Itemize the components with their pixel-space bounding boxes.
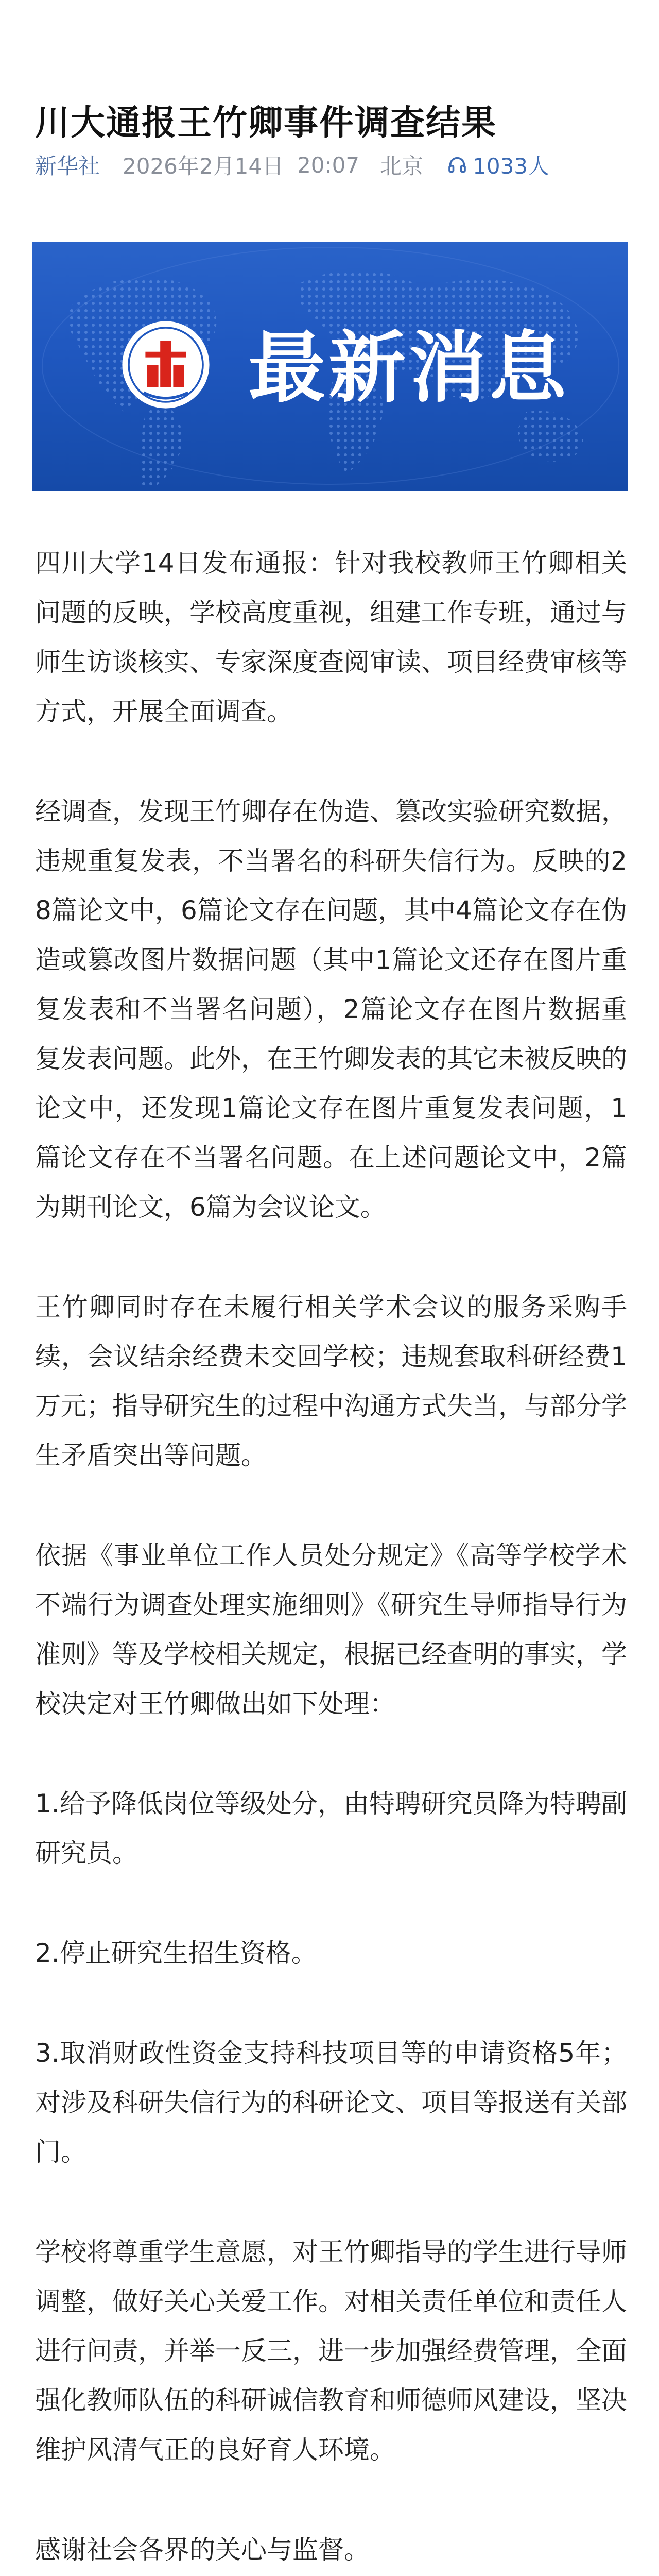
article-source[interactable]: 新华社	[35, 154, 100, 179]
paragraph-follow-up: 学校将尊重学生意愿，对王竹卿指导的学生进行导师调整，做好关心关爱工作。对相关责任单位和责任人进行问责，并举一反三，进一步加强经费管理，全面强化教师队伍的科研诚信教育和师德师风建设，坚决维护风清气正的良好育人环境。	[35, 2237, 627, 2465]
banner-headline: 最新消息	[248, 324, 570, 413]
paragraph-penalty-3: 3.取消财政性资金支持科技项目等的申请资格5年；对涉及科研失信行为的科研论文、项目等报送有关部门。	[35, 2038, 628, 2167]
article-meta	[35, 147, 549, 183]
listen-count: 1033人	[473, 154, 550, 179]
news-banner-image	[32, 242, 628, 491]
publish-date: 2026年2月14日	[123, 154, 284, 179]
paragraph-intro: 四川大学14日发布通报：针对我校教师王竹卿相关问题的反映，学校高度重视，组建工作专班，通过与师生访谈核实、专家深度查阅审读、项目经费审核等方式，开展全面调查。	[35, 548, 627, 726]
article-body	[35, 538, 627, 2576]
article-title: 川大通报王竹卿事件调查结果	[35, 102, 497, 143]
paragraph-decision-basis: 依据《事业单位工作人员处分规定》《高等学校学术不端行为调查处理实施细则》《研究生导师指导行为准则》等及学校相关规定，根据已经查明的事实，学校决定对王竹卿做出如下处理：	[35, 1540, 627, 1719]
headphones-icon	[447, 155, 467, 175]
paragraph-other-issues: 王竹卿同时存在未履行相关学术会议的服务采购手续，会议结余经费未交回学校；违规套取科研经费1万元；指导研究生的过程中沟通方式失当，与部分学生矛盾突出等问题。	[35, 1292, 627, 1470]
publish-time: 20:07	[297, 152, 360, 178]
paragraph-findings: 经调查，发现王竹卿存在伪造、篡改实验研究数据，违规重复发表，不当署名的科研失信行为。反映的28篇论文中，6篇论文存在问题，其中4篇论文存在伪造或篡改图片数据问题（其中1篇论文还存在图片重复发表和不当署名问题），2篇论文存在图片数据重复发表问题。此外，在王竹卿发表的其它未被反映的论文中，还发现1篇论文存在图片重复发表问题，1篇论文存在不当署名问题。在上述问题论文中，2篇为期刊论文，6篇为会议论文。	[35, 796, 627, 1222]
paragraph-thanks: 感谢社会各界的关心与监督。	[35, 2535, 370, 2565]
paragraph-penalty-2: 2.停止研究生招生资格。	[35, 1938, 317, 1968]
publish-place: 北京	[380, 154, 424, 179]
paragraph-penalty-1: 1.给予降低岗位等级处分，由特聘研究员降为特聘副研究员。	[35, 1789, 627, 1868]
xinhua-logo-icon	[119, 318, 212, 411]
listen-button[interactable]	[447, 149, 549, 180]
